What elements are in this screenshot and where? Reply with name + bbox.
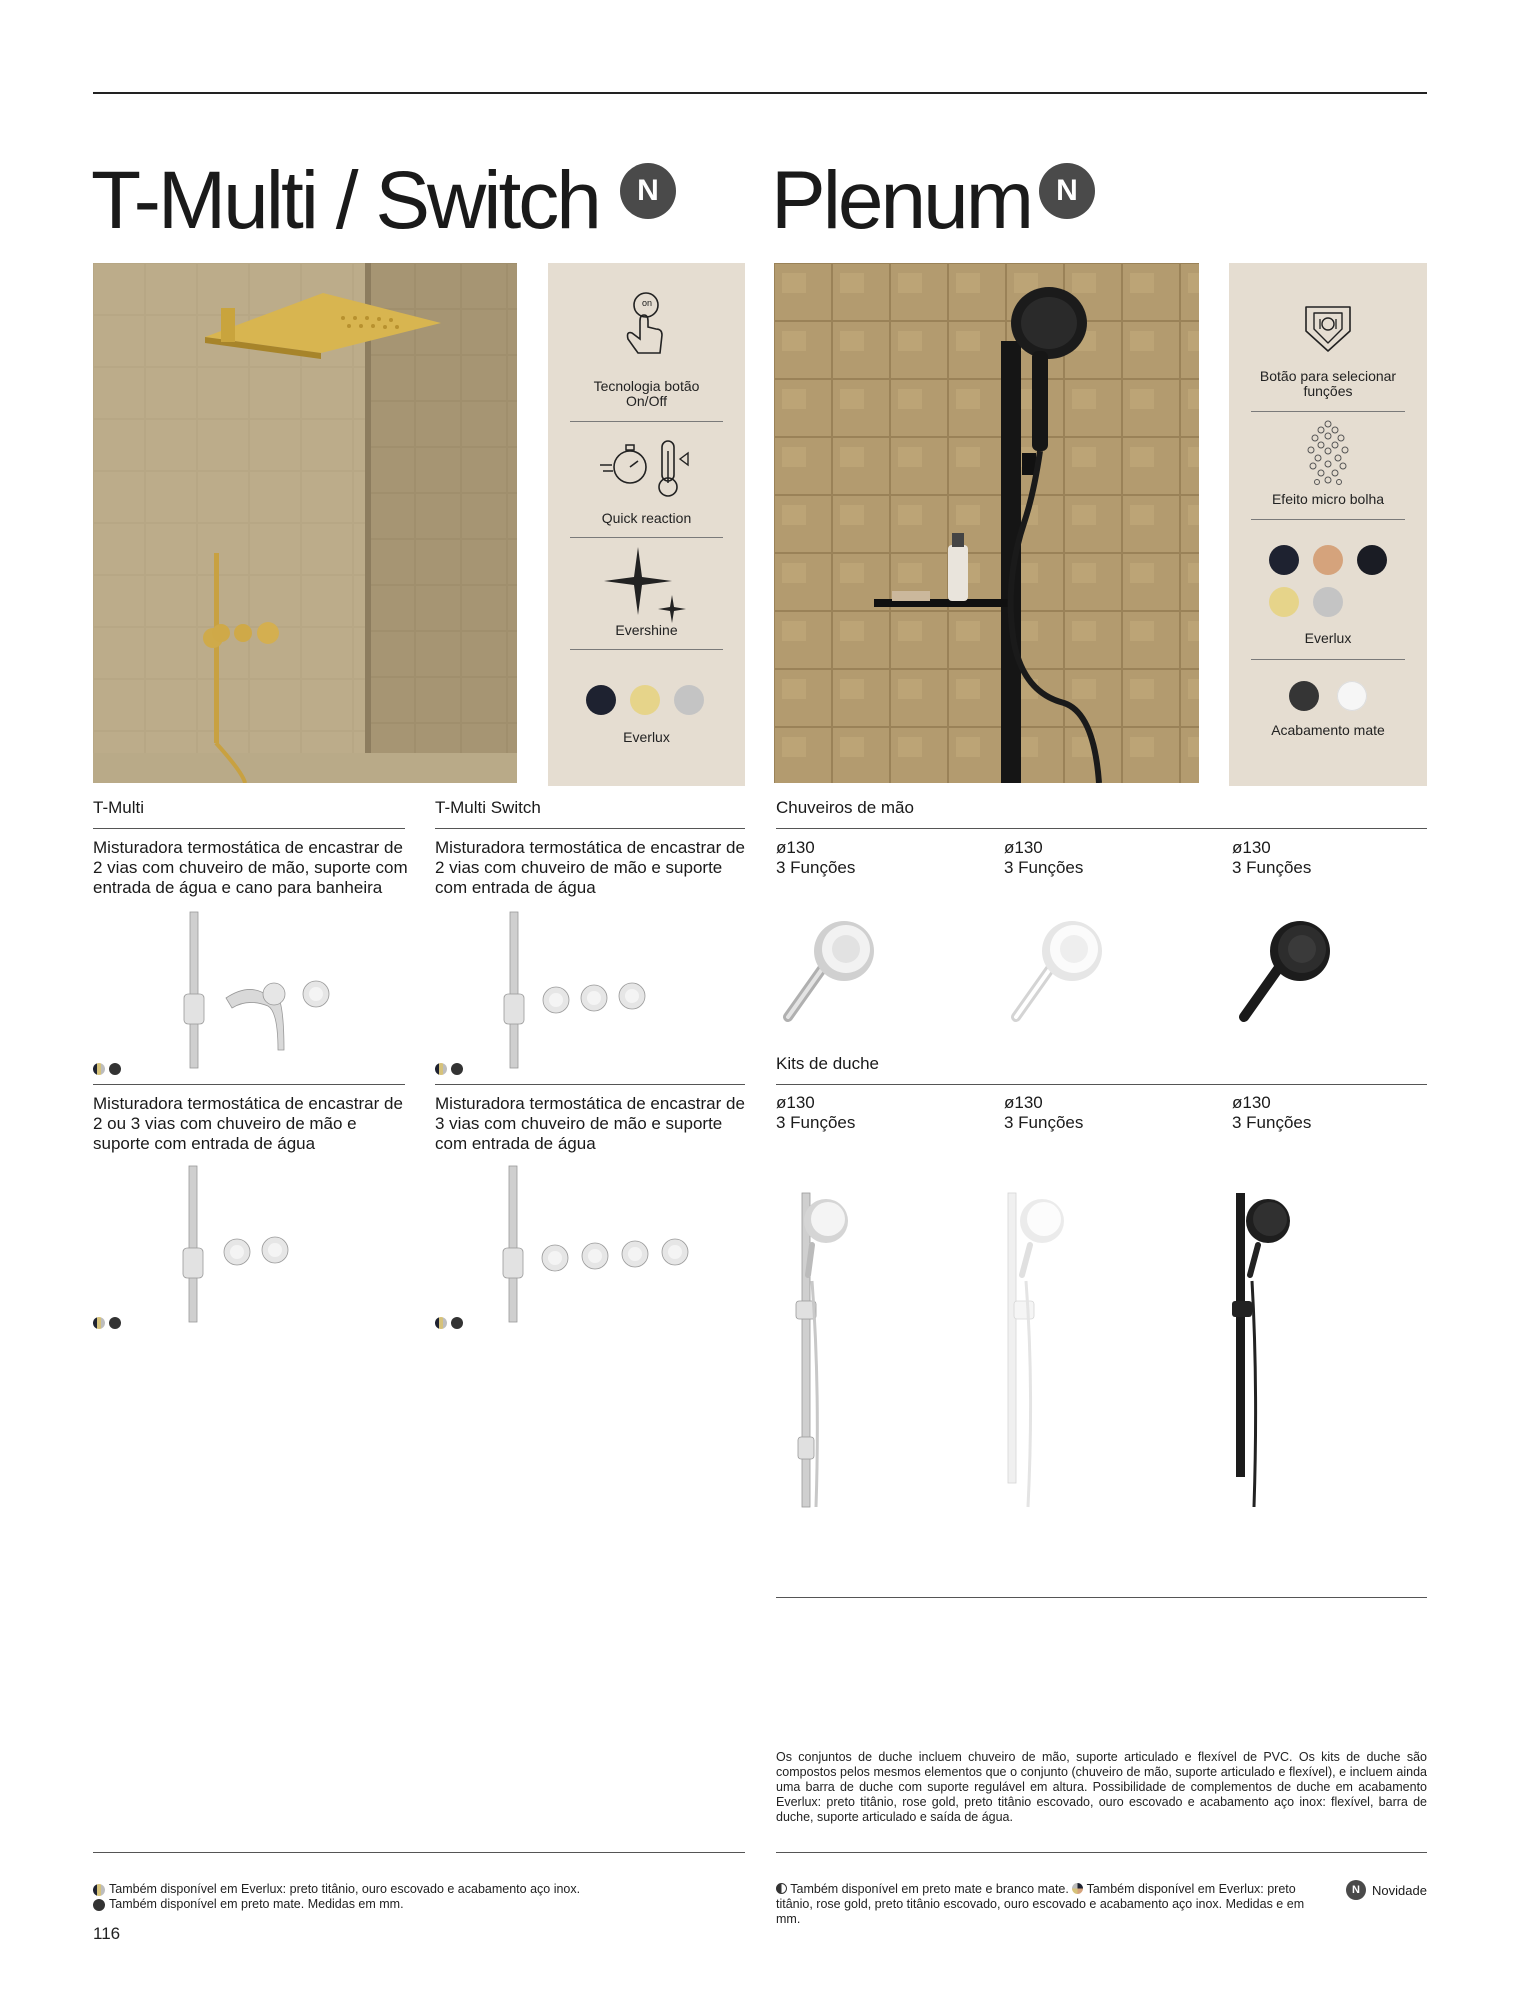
- tswitch-finish-dots: [435, 1063, 463, 1075]
- tswitch-finish-dots: [435, 1317, 463, 1329]
- shower-kit-white: [1000, 1185, 1080, 1515]
- shower-kit-chrome: [776, 1185, 856, 1515]
- page-number: 116: [93, 1924, 121, 1943]
- diameter: ø130: [1232, 1093, 1271, 1112]
- diameter: ø130: [776, 1093, 815, 1112]
- feature-divider: [1251, 411, 1405, 412]
- quick-reaction-label: Quick reaction: [601, 510, 692, 526]
- tmulti-photo: [93, 263, 517, 783]
- black-shower-image: [774, 263, 1199, 783]
- matte-black-dot: [109, 1063, 121, 1075]
- hand-shower-spec: [776, 838, 855, 878]
- everlux-swatch-rosegold: [1313, 545, 1343, 575]
- shower-kit-spec: [1232, 1093, 1311, 1133]
- footer-left-line-1: Também disponível em Everlux: preto titânio, ouro escovado e acabamento aço inox.: [109, 1882, 581, 1896]
- functions: 3 Funções: [776, 1113, 856, 1132]
- section-rule: [93, 1084, 405, 1085]
- feature-divider: [570, 421, 723, 422]
- novelty-legend-badge: N: [1346, 1880, 1366, 1900]
- onoff-label: Tecnologia botão On/Off: [593, 378, 700, 409]
- swatch-steel: [674, 685, 704, 715]
- tmulti-desc-2: Misturadora termostática de encastrar de 2 ou 3 vias com chuveiro de mão e suporte com entrada de água: [93, 1094, 403, 1153]
- matte-black-dot: [451, 1063, 463, 1075]
- tswitch-2way-product: [500, 908, 660, 1074]
- function-button-label: Botão para selecionar funções: [1259, 368, 1397, 399]
- left-title: T-Multi / Switch: [91, 155, 599, 246]
- footer-rule: [93, 1852, 745, 1853]
- footer-right-part-2: Também disponível em Everlux: preto titânio, rose gold, preto titânio escovado, ouro escovado e acabamento aço inox. Medidas e em mm.: [776, 1882, 1305, 1926]
- hand-showers-label: Chuveiros de mão: [776, 798, 914, 817]
- matte-swatch-white: [1337, 681, 1367, 711]
- section-rule: [776, 828, 1427, 829]
- matte-black-dot: [451, 1317, 463, 1329]
- everlux-swatch-brushed-black: [1357, 545, 1387, 575]
- hand-shower-chrome: [774, 915, 884, 1025]
- feature-divider: [570, 537, 723, 538]
- tmulti-finish-dots: [93, 1317, 121, 1329]
- right-title: Plenum: [771, 155, 1032, 246]
- diameter: ø130: [776, 838, 815, 857]
- everlux-swatch-black: [1269, 545, 1299, 575]
- shower-kit-note: Os conjuntos de duche incluem chuveiro de mão, suporte articulado e flexível de PVC. Os kits de duche são compostos pelos mesmos elementos que o conjunto (chuveiro de mão, suporte articulado e flexível), e incluem ainda uma barra de duche com suporte regulável em altura. Possibilidade de complementos de duche em acabamento Everlux: preto titânio, rose gold, preto titânio escovado, ouro escovado e acabamento aço inox: flexível, barra de duche, suporte articulado e saída de água.: [776, 1750, 1427, 1824]
- everlux-dot: [93, 1063, 105, 1075]
- matte-dot-icon: [93, 1899, 105, 1911]
- everlux-dot-icon: [1072, 1883, 1083, 1894]
- micro-bubble-label: Efeito micro bolha: [1271, 491, 1385, 507]
- feature-divider: [1251, 519, 1405, 520]
- hand-shower-spec: [1232, 838, 1311, 878]
- stopwatch-thermometer-icon: [598, 431, 698, 501]
- functions: 3 Funções: [1232, 858, 1312, 877]
- everlux-dot: [435, 1063, 447, 1075]
- top-rule: [93, 92, 1427, 94]
- section-rule: [435, 1084, 745, 1085]
- footer-right-notes: [776, 1882, 1306, 1927]
- matte-swatch-black: [1289, 681, 1319, 711]
- everlux-label: Everlux: [1304, 630, 1352, 646]
- tswitch-3way-product: [495, 1162, 695, 1328]
- shower-kit-black: [1228, 1185, 1308, 1515]
- tmulti-spout-product: [160, 908, 360, 1074]
- tmulti-finish-dots: [93, 1063, 121, 1075]
- onoff-icon-text: on: [641, 298, 652, 308]
- functions: 3 Funções: [1232, 1113, 1312, 1132]
- footer-right-part-1: Também disponível em preto mate e branco mate.: [790, 1882, 1069, 1896]
- shower-kits-label: Kits de duche: [776, 1054, 880, 1073]
- plenum-photo: [774, 263, 1199, 783]
- swatch-gold: [630, 685, 660, 715]
- tmulti-label: T-Multi: [93, 798, 144, 817]
- feature-divider: [570, 649, 723, 650]
- tmulti-3way-product: [175, 1162, 305, 1328]
- diameter: ø130: [1232, 838, 1271, 857]
- footer-note-row: [93, 1897, 743, 1912]
- micro-bubble-icon: [1303, 418, 1353, 490]
- everlux-dot: [93, 1317, 105, 1329]
- tswitch-desc-1: Misturadora termostática de encastrar de 2 vias com chuveiro de mão e suporte com entrada de água: [435, 838, 745, 897]
- footer-note-row: [93, 1882, 743, 1897]
- tmulti-desc-1: Misturadora termostática de encastrar de 2 vias com chuveiro de mão, suporte com entrada de água e cano para banheira: [93, 838, 408, 897]
- sparkle-icon: [600, 545, 694, 627]
- novelty-legend: [1346, 1880, 1427, 1900]
- section-rule: [93, 828, 405, 829]
- tmulti-feature-panel: [548, 263, 745, 786]
- swatch-black: [586, 685, 616, 715]
- shower-kit-spec: [776, 1093, 855, 1133]
- footer-left-line-2: Também disponível em preto mate. Medidas em mm.: [109, 1897, 404, 1911]
- shower-kit-spec: [1004, 1093, 1083, 1133]
- everlux-swatch-gold: [1269, 587, 1299, 617]
- everlux-dot-icon: [93, 1884, 105, 1896]
- footer-left-notes: [93, 1882, 743, 1912]
- matte-black-dot: [109, 1317, 121, 1329]
- everlux-label: Everlux: [623, 729, 670, 745]
- section-rule: [776, 1084, 1427, 1085]
- hand-shower-spec: [1004, 838, 1083, 878]
- functions: 3 Funções: [1004, 1113, 1084, 1132]
- tswitch-desc-2: Misturadora termostática de encastrar de 3 vias com chuveiro de mão e suporte com entrada de água: [435, 1094, 745, 1153]
- matte-dot-icon: [776, 1883, 787, 1894]
- diameter: ø130: [1004, 838, 1043, 857]
- diameter: ø130: [1004, 1093, 1043, 1112]
- novelty-legend-label: Novidade: [1372, 1882, 1427, 1898]
- hand-shower-white: [1002, 915, 1112, 1025]
- kits-bottom-rule: [776, 1597, 1427, 1598]
- functions: 3 Funções: [1004, 858, 1084, 877]
- gold-shower-image: [93, 263, 517, 783]
- everlux-dot: [435, 1317, 447, 1329]
- evershine-label: Evershine: [615, 622, 678, 638]
- function-button-icon: [1298, 299, 1358, 355]
- section-rule: [435, 828, 745, 829]
- feature-divider: [1251, 659, 1405, 660]
- novelty-badge: N: [1039, 163, 1095, 219]
- functions: 3 Funções: [776, 858, 856, 877]
- matte-finish-label: Acabamento mate: [1271, 722, 1385, 738]
- tswitch-label: T-Multi Switch: [435, 798, 541, 817]
- novelty-badge: N: [620, 163, 676, 219]
- everlux-swatch-steel: [1313, 587, 1343, 617]
- plenum-feature-panel: [1229, 263, 1427, 786]
- hand-shower-black: [1230, 915, 1340, 1025]
- footer-rule: [776, 1852, 1427, 1853]
